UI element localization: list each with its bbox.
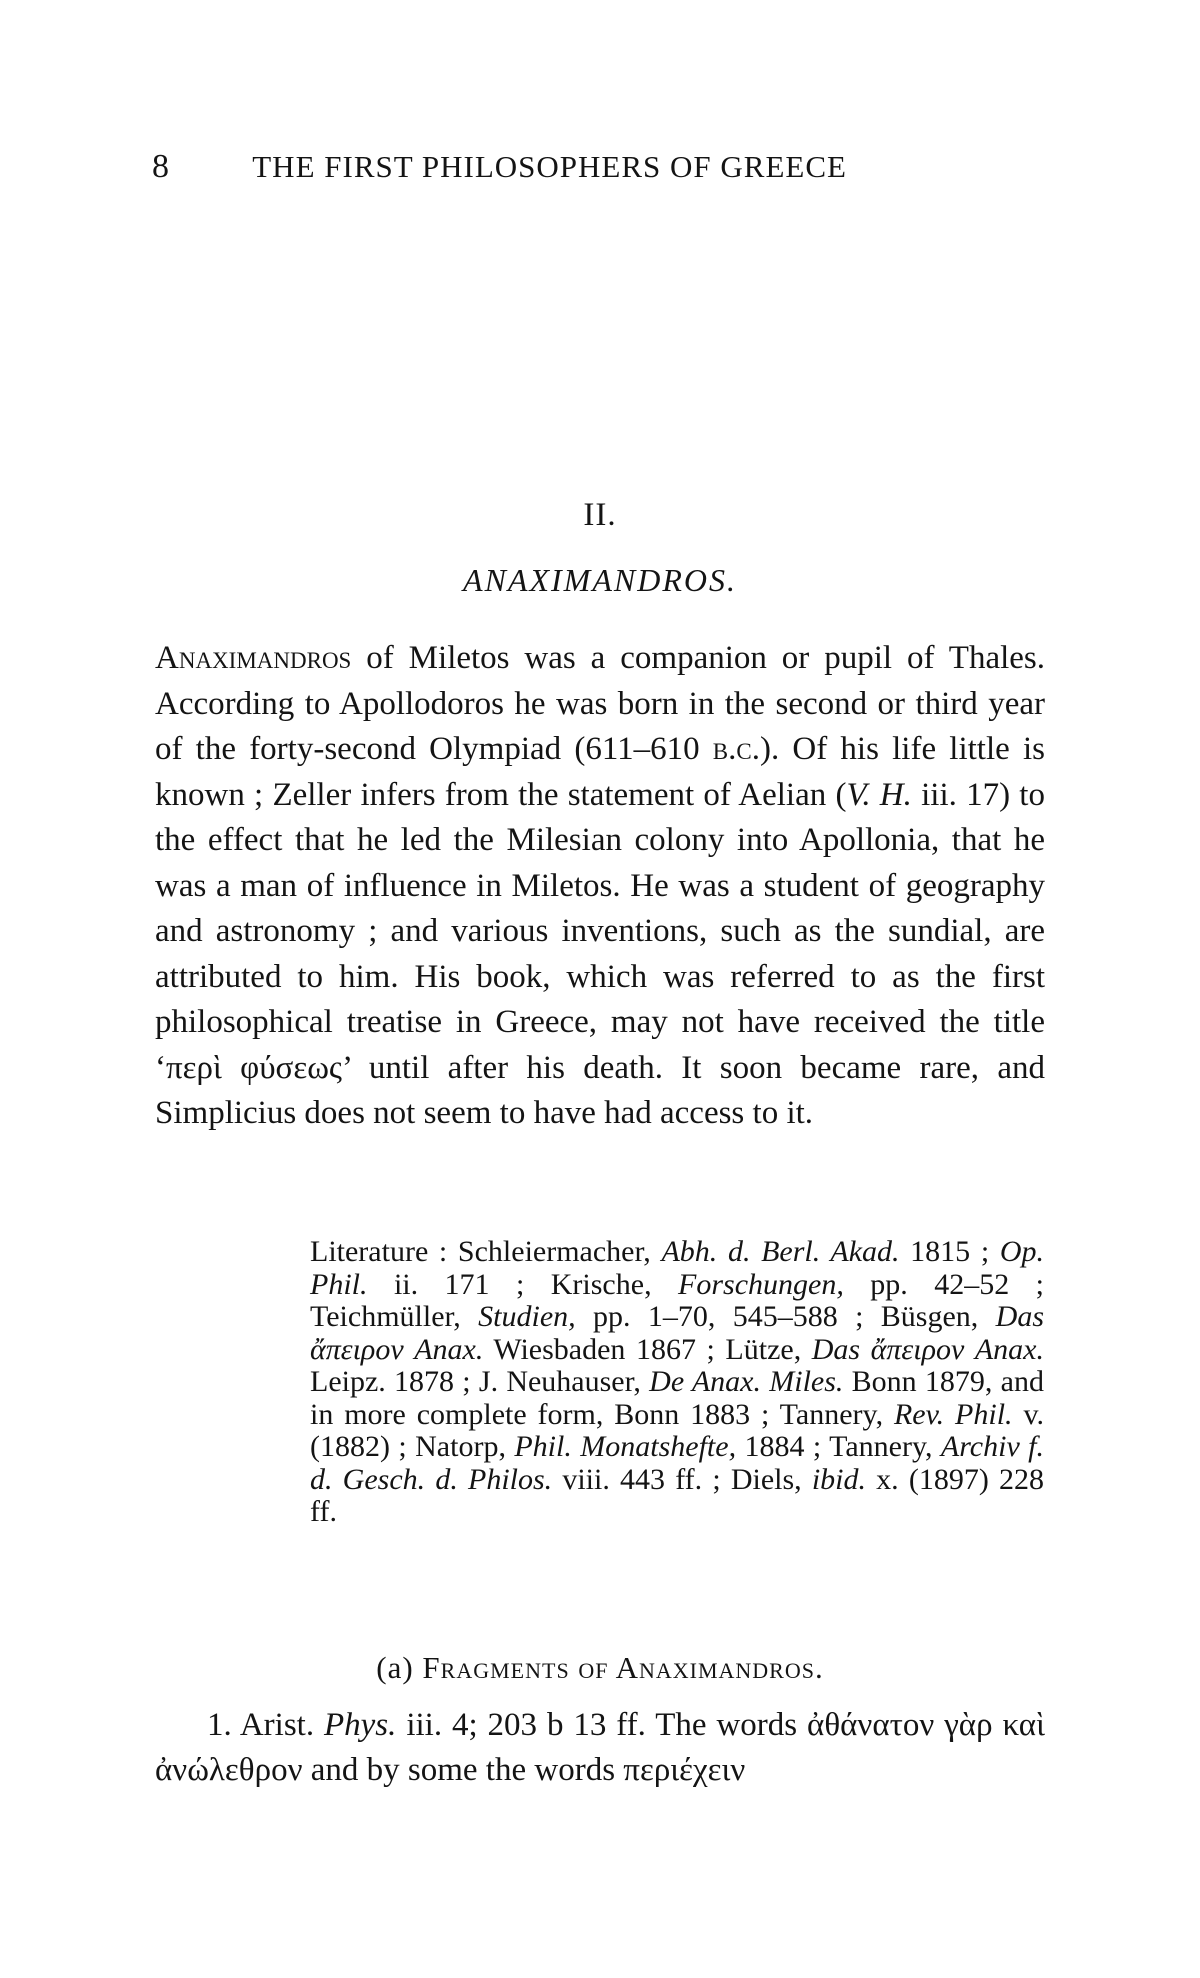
- section-heading: [0, 1650, 1200, 1686]
- lit-part: Rev. Phil.: [893, 1397, 1013, 1431]
- chapter-number: II.: [583, 497, 617, 533]
- lit-part: De Anax. Miles.: [649, 1365, 844, 1398]
- intro-text-3: iii. 17) to the effect that he led the Milesian colony into Apollonia, that he was a man of influence in Miletos. He was a student of geography and astronomy ; and various inventions, such as the sundial, are attributed to him. His book, which was referred to as the first philosophical treatise in Greece, may not have received the title ‘περὶ φύσεως’ until after his death. It soon became rare, and Simplicius does not seem to have had access to it.: [155, 776, 1045, 1131]
- lit-part: Abh. d. Berl. Akad.: [661, 1235, 900, 1268]
- lit-part: 1815 ;: [899, 1235, 1000, 1268]
- intro-text-2: ). Of his life little is known ; Zeller infers from the statement of Aelian (: [155, 731, 1045, 813]
- lit-part: pp. 42–52 ; Teichmüller,: [310, 1267, 1044, 1333]
- lit-part: Bonn 1879, and in more complete form, Bonn 1883 ; Tannery,: [310, 1365, 1044, 1431]
- fragment-text-1: Arist.: [231, 1707, 324, 1743]
- lit-part: v. (1882) ; Natorp,: [310, 1397, 1044, 1463]
- fragment-greek-2: περιέχειν: [623, 1752, 746, 1788]
- lit-part: Archiv f. d. Gesch. d. Philos.: [310, 1430, 1045, 1496]
- lit-part: Studien,: [478, 1300, 576, 1333]
- lit-part: ii. 171 ; Krische,: [367, 1267, 679, 1301]
- lit-part: pp. 1–70, 545–588 ; Büsgen,: [575, 1300, 996, 1333]
- lit-part: Schleiermacher,: [457, 1235, 662, 1268]
- page-header: [152, 148, 942, 186]
- intro-text: [155, 636, 1045, 1137]
- lit-part: ibid.: [811, 1462, 866, 1496]
- section-marker: (a): [376, 1650, 414, 1685]
- intro-lead-word: Anaximandros: [155, 640, 352, 676]
- lit-part: Leipz. 1878 ; J. Neuhauser,: [310, 1365, 650, 1398]
- intro-paragraph: [155, 636, 1045, 1137]
- literature-text: [258, 1236, 1044, 1529]
- fragment-number: 1.: [207, 1707, 232, 1743]
- lit-part: Das ἄπειρον Anax.: [310, 1300, 1044, 1366]
- literature-note: [258, 1236, 1044, 1529]
- running-title: THE FIRST PHILOSOPHERS OF GREECE: [252, 149, 847, 184]
- section-heading-text: Fragments of Anaximandros.: [413, 1650, 824, 1685]
- lit-part: viii. 443 ff. ; Diels,: [552, 1462, 812, 1496]
- fragment-text-3: and by some the words: [302, 1752, 624, 1788]
- lit-part: 1884 ; Tannery,: [736, 1430, 941, 1463]
- intro-vh-ref: V. H.: [846, 776, 912, 813]
- lit-part: x. (1897) 228 ff.: [310, 1462, 1045, 1528]
- page-number: 8: [152, 148, 170, 185]
- fragment-greek-1: ἀθάνατον γὰρ καὶ ἀνώλεθρον: [155, 1707, 1045, 1788]
- lit-part: Op. Phil.: [310, 1235, 1045, 1301]
- lit-part: Das ἄπειρον Anax.: [811, 1332, 1044, 1366]
- intro-bc: b.c.: [712, 731, 760, 767]
- fragment-paragraph: [155, 1703, 1045, 1793]
- fragment-phys: Phys.: [324, 1707, 397, 1743]
- fragment-text-2: iii. 4; 203 b 13 ff. The words: [396, 1707, 808, 1743]
- lit-part: Wiesbaden 1867 ; Lütze,: [483, 1332, 812, 1366]
- fragment-text: [155, 1703, 1045, 1793]
- lit-part: Forschungen,: [678, 1267, 844, 1301]
- lit-part: Phil. Monatshefte,: [514, 1430, 737, 1463]
- chapter-title: ANAXIMANDROS.: [463, 562, 737, 598]
- intro-text-1: of Miletos was a companion or pupil of Thales. According to Apollodoros he was born in the second or third year of the forty-second Olympiad (611–610: [155, 640, 1045, 767]
- literature-label: Literature :: [310, 1235, 458, 1268]
